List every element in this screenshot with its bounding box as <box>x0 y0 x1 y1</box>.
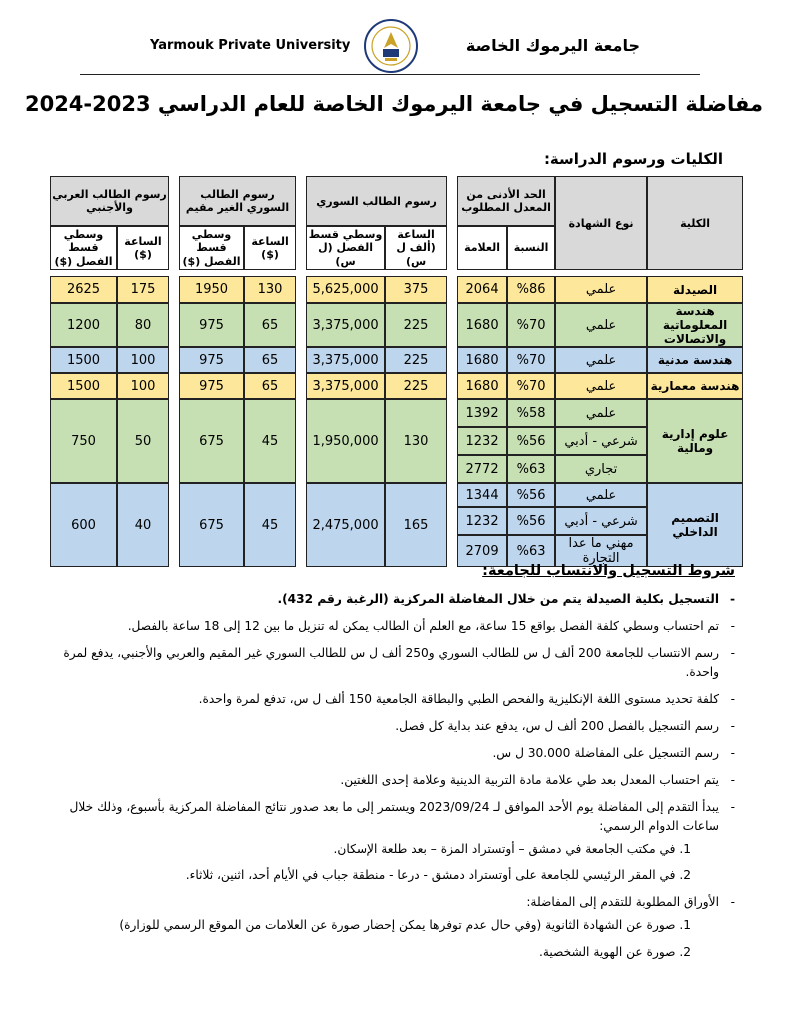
certificate-type: علمي <box>555 483 647 507</box>
faculty-name: التصميم الداخلي <box>647 483 743 567</box>
table-row <box>50 303 743 347</box>
syrian-hour-fee: 165 <box>385 483 447 567</box>
nonresident-hour-fee: 130 <box>244 276 296 303</box>
header-nonresident-fees: رسوم الطالب السوري الغير مقيم <box>179 176 296 226</box>
nonresident-hour-fee: 65 <box>244 303 296 347</box>
university-name-en: Yarmouk Private University <box>150 38 351 53</box>
header-syrian-hour: الساعة (ألف ل س) <box>385 226 447 270</box>
nonresident-hour-fee: 45 <box>244 399 296 483</box>
list-item: - رسم الانتساب للجامعة 200 ألف ل س للطالب السوري و250 ألف ل س للطالب السوري غير المقيم والعربي والأجنبي، يدفع لمرة واحدة. <box>55 644 735 682</box>
certificate-type: علمي <box>555 399 647 427</box>
syrian-hour-fee: 225 <box>385 373 447 399</box>
header-syrian-fees: رسوم الطالب السوري <box>306 176 447 226</box>
document-item: 2. صورة عن الهوية الشخصية. <box>538 945 691 960</box>
nonresident-semester-fee: 1950 <box>179 276 244 303</box>
list-item-text: الأوراق المطلوبة للتقدم إلى المفاضلة: <box>526 895 719 910</box>
table-row <box>50 373 743 399</box>
nonresident-semester-fee: 975 <box>179 303 244 347</box>
nonresident-semester-fee: 675 <box>179 399 244 483</box>
faculty-name: الصيدلة <box>647 276 743 303</box>
header-mark: العلامة <box>457 226 507 270</box>
arab-semester-fee: 1200 <box>50 303 117 347</box>
conditions-list <box>55 590 735 962</box>
arab-hour-fee: 175 <box>117 276 169 303</box>
header-nonresident-hour: الساعة ($) <box>244 226 296 270</box>
list-item: - تم احتساب وسطي كلفة الفصل بواقع 15 ساعة، مع العلم أن الطالب يمكن له تنزيل ما بين 12 إلى 18 ساعة بالفصل. <box>55 617 735 636</box>
table-row <box>50 483 743 507</box>
list-item: - يتم احتساب المعدل بعد طي علامة مادة التربية الدينية وعلامة إحدى اللغتين. <box>55 771 735 790</box>
header-certificate: نوع الشهادة <box>555 176 647 270</box>
syrian-hour-fee: 225 <box>385 347 447 373</box>
min-mark: 1680 <box>457 303 507 347</box>
location-item: 1. في مكتب الجامعة في دمشق – أوتستراد المزة – بعد طلعة الإسكان. <box>333 841 691 856</box>
min-percentage: %63 <box>507 535 555 567</box>
list-item: - التسجيل بكلية الصيدلة يتم من خلال المفاضلة المركزية (الرغبة رقم 432). <box>55 590 735 609</box>
syrian-hour-fee: 130 <box>385 399 447 483</box>
list-item: - كلفة تحديد مستوى اللغة الإنكليزية والفحص الطبي والبطاقة الجامعية 150 ألف ل س، تدفع لمرة واحدة. <box>55 690 735 709</box>
min-mark: 1344 <box>457 483 507 507</box>
header-nonresident-average: وسطي قسط الفصل ($) <box>179 226 244 270</box>
list-item-text: يبدأ التقدم إلى المفاضلة يوم الأحد الموافق لـ 2023/09/24 ويستمر إلى ما بعد صدور نتائج المفاضلة المركزية بأسبوع، وذلك خلال ساعات الدوام الرسمي: <box>69 799 719 833</box>
min-percentage: %56 <box>507 507 555 535</box>
university-logo <box>363 18 419 74</box>
document-item: 1. صورة عن الشهادة الثانوية (وفي حال عدم توفرها يمكن إحضار صورة عن العلامات من الموقع الرسمي للوزارة) <box>119 918 691 933</box>
arab-hour-fee: 100 <box>117 347 169 373</box>
min-percentage: %56 <box>507 427 555 455</box>
syrian-semester-fee: 3,375,000 <box>306 347 385 373</box>
header-faculty: الكلية <box>647 176 743 270</box>
conditions-heading: شروط التسجيل والانتساب للجامعة: <box>482 563 735 579</box>
min-percentage: %70 <box>507 347 555 373</box>
nonresident-hour-fee: 65 <box>244 373 296 399</box>
arab-semester-fee: 1500 <box>50 373 117 399</box>
syrian-semester-fee: 3,375,000 <box>306 303 385 347</box>
university-name-ar: جامعة اليرموك الخاصة <box>465 36 640 55</box>
documents-list <box>55 916 719 962</box>
min-percentage: %58 <box>507 399 555 427</box>
arab-semester-fee: 600 <box>50 483 117 567</box>
nonresident-hour-fee: 45 <box>244 483 296 567</box>
header-syrian-average: وسطي قسط الفصل (ل س) <box>306 226 385 270</box>
header-min-average: الحد الأدنى من المعدل المطلوب <box>457 176 555 226</box>
locations-list <box>55 840 719 886</box>
faculty-name: هندسة مدنية <box>647 347 743 373</box>
syrian-semester-fee: 1,950,000 <box>306 399 385 483</box>
location-item: 2. في المقر الرئيسي للجامعة على أوتستراد دمشق - درعا - منطقة جباب في الأيام أحد، اثنين، ثلاثاء. <box>185 868 691 883</box>
syrian-semester-fee: 5,625,000 <box>306 276 385 303</box>
list-item: - رسم التسجيل بالفصل 200 ألف ل س، يدفع عند بداية كل فصل. <box>55 717 735 736</box>
min-mark: 1232 <box>457 507 507 535</box>
nonresident-hour-fee: 65 <box>244 347 296 373</box>
certificate-type: تجاري <box>555 455 647 483</box>
min-percentage: %70 <box>507 303 555 347</box>
conditions-section <box>55 560 735 970</box>
arab-hour-fee: 50 <box>117 399 169 483</box>
certificate-type: شرعي - أدبي <box>555 427 647 455</box>
faculty-name: هندسة المعلوماتية والاتصالات <box>647 303 743 347</box>
arab-hour-fee: 80 <box>117 303 169 347</box>
syrian-semester-fee: 2,475,000 <box>306 483 385 567</box>
arab-hour-fee: 100 <box>117 373 169 399</box>
certificate-type: شرعي - أدبي <box>555 507 647 535</box>
arab-semester-fee: 750 <box>50 399 117 483</box>
arab-semester-fee: 2625 <box>50 276 117 303</box>
page-title: مفاضلة التسجيل في جامعة اليرموك الخاصة للعام الدراسي 2023-2024 <box>24 92 764 116</box>
certificate-type: علمي <box>555 276 647 303</box>
faculty-name: علوم إدارية ومالية <box>647 399 743 483</box>
list-item <box>55 893 735 962</box>
nonresident-semester-fee: 675 <box>179 483 244 567</box>
section-heading: الكليات ورسوم الدراسة: <box>543 150 723 168</box>
nonresident-semester-fee: 975 <box>179 373 244 399</box>
min-percentage: %70 <box>507 373 555 399</box>
table-row <box>50 399 743 427</box>
min-mark: 1392 <box>457 399 507 427</box>
min-mark: 2772 <box>457 455 507 483</box>
arab-semester-fee: 1500 <box>50 347 117 373</box>
min-percentage: %56 <box>507 483 555 507</box>
header-arab-average: وسطي قسط الفصل ($) <box>50 226 117 270</box>
header-arab-hour: الساعة ($) <box>117 226 169 270</box>
min-mark: 1680 <box>457 373 507 399</box>
header-arab-fees: رسوم الطالب العربي والأجنبي <box>50 176 169 226</box>
table-row <box>50 276 743 303</box>
header-divider <box>80 74 700 75</box>
min-mark: 2709 <box>457 535 507 567</box>
page-header <box>0 18 788 78</box>
certificate-type: علمي <box>555 347 647 373</box>
min-mark: 1680 <box>457 347 507 373</box>
syrian-semester-fee: 3,375,000 <box>306 373 385 399</box>
faculty-name: هندسة معمارية <box>647 373 743 399</box>
syrian-hour-fee: 225 <box>385 303 447 347</box>
min-percentage: %63 <box>507 455 555 483</box>
nonresident-semester-fee: 975 <box>179 347 244 373</box>
table-row <box>50 347 743 373</box>
min-mark: 2064 <box>457 276 507 303</box>
min-percentage: %86 <box>507 276 555 303</box>
list-item <box>55 798 735 886</box>
certificate-type: مهني ما عدا التجارة <box>555 535 647 567</box>
header-percentage: النسبة <box>507 226 555 270</box>
min-mark: 1232 <box>457 427 507 455</box>
fees-table <box>50 176 743 567</box>
certificate-type: علمي <box>555 303 647 347</box>
certificate-type: علمي <box>555 373 647 399</box>
arab-hour-fee: 40 <box>117 483 169 567</box>
syrian-hour-fee: 375 <box>385 276 447 303</box>
list-item: - رسم التسجيل على المفاضلة 30.000 ل س. <box>55 744 735 763</box>
